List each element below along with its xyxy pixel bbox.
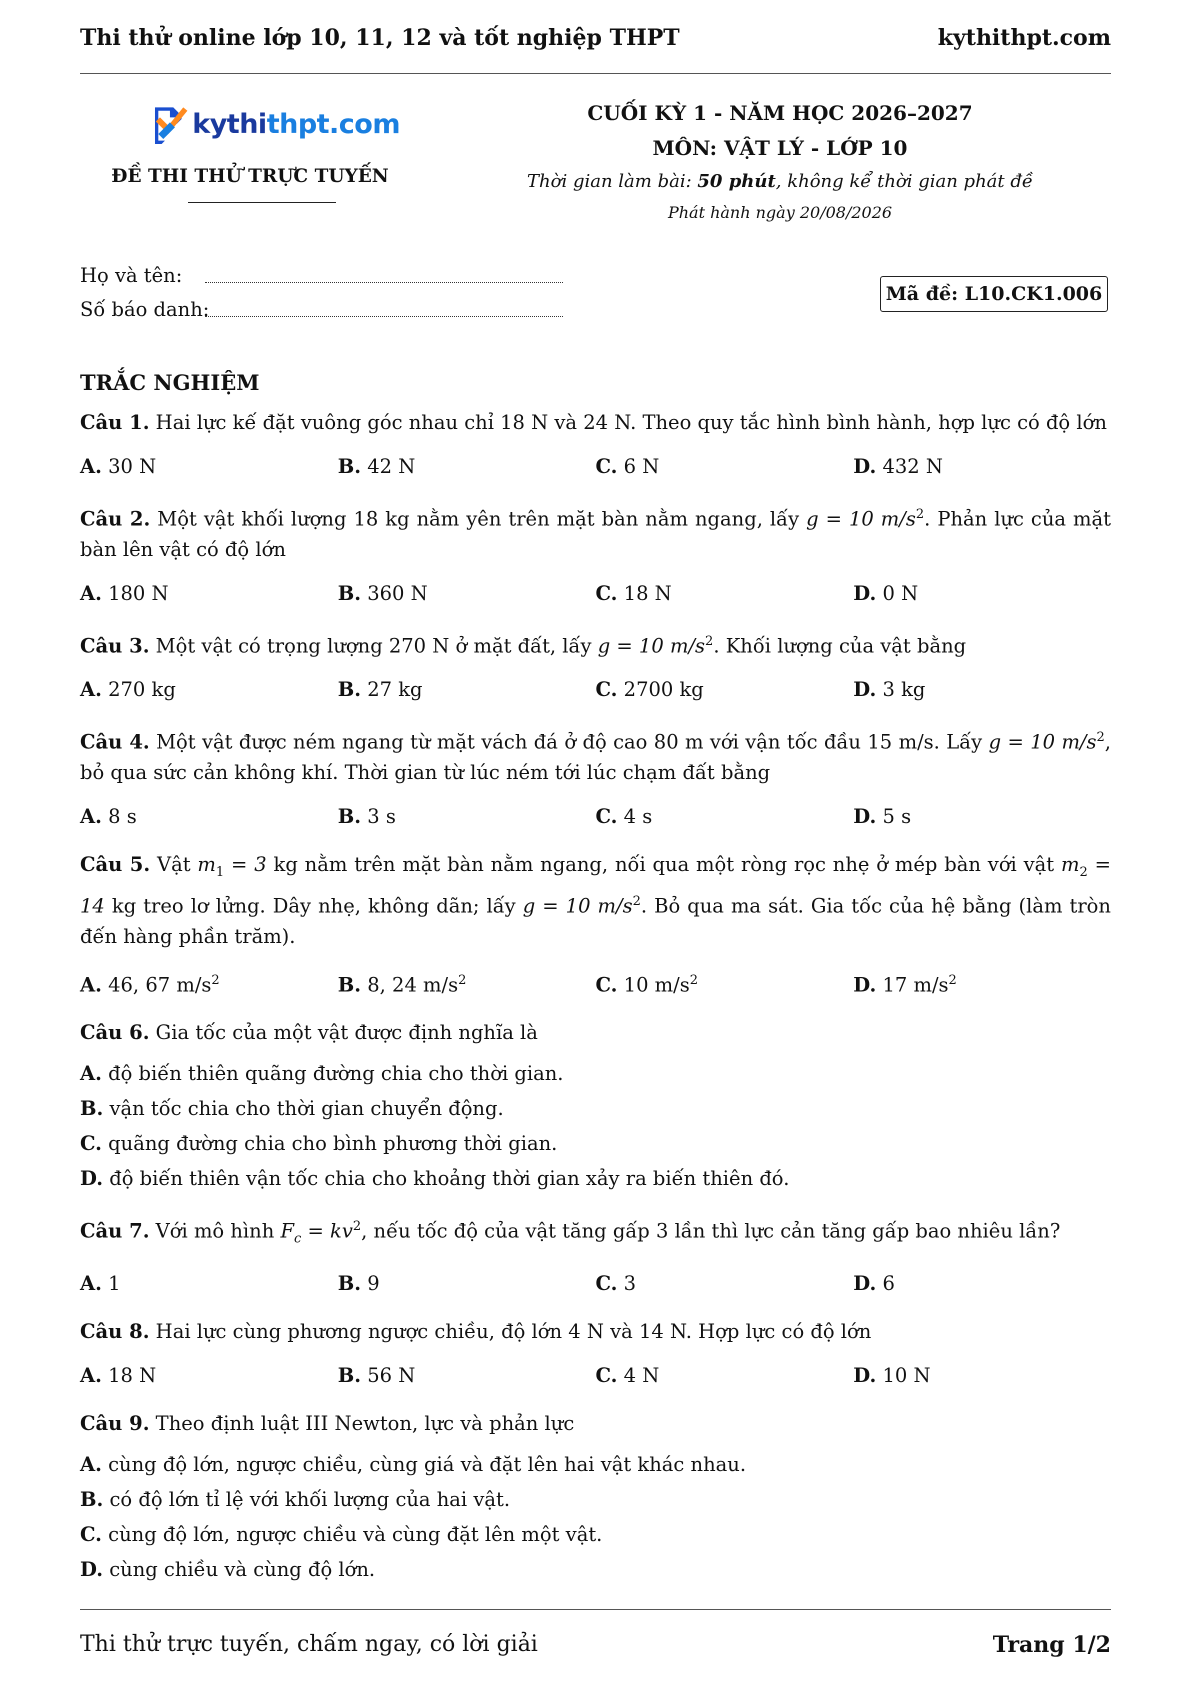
option-d[interactable]: D. 10 N — [853, 1363, 931, 1387]
option-c[interactable]: C. 10 $m/s^2$ — [595, 972, 699, 997]
name-dotted-line — [205, 264, 563, 283]
header-divider — [80, 73, 1111, 74]
option-a[interactable]: A. 270 kg — [80, 678, 176, 701]
option-d[interactable]: D. 5 s — [853, 804, 912, 828]
exam-code-box: Mã đề: L10.CK1.006 — [880, 276, 1108, 312]
option-a[interactable]: A. 30 N — [80, 455, 157, 478]
option-d[interactable]: D. 0 N — [853, 581, 919, 605]
header-site[interactable]: kythithpt.com — [937, 25, 1111, 51]
option-a[interactable]: A. 46, 67 $m/s^2$ — [80, 972, 220, 997]
option-d[interactable]: D. độ biến thiên vận tốc chia cho khoảng thời gian xảy ra biến thiên đó. — [80, 1167, 790, 1191]
option-c[interactable]: C. 18 N — [595, 581, 672, 605]
exam-issued: Phát hành ngày 20/08/2026 — [667, 203, 893, 222]
option-a[interactable]: A. cùng độ lớn, ngược chiều, cùng giá và đặt lên hai vật khác nhau. — [80, 1452, 747, 1476]
option-d[interactable]: D. 432 N — [853, 455, 943, 478]
option-a[interactable]: A. 18 N — [80, 1363, 157, 1387]
footer-tagline: Thi thử trực tuyến, chấm ngay, có lời giải — [80, 1632, 538, 1657]
option-b[interactable]: B. 8, 24 $m/s^2$ — [337, 972, 467, 997]
option-b[interactable]: B. vận tốc chia cho thời gian chuyển động. — [80, 1097, 504, 1121]
option-c[interactable]: C. quãng đường chia cho bình phương thời gian. — [80, 1132, 558, 1156]
name-label: Họ và tên: — [80, 264, 183, 287]
option-c[interactable]: C. 6 N — [595, 455, 660, 478]
question-8: Câu 8. Hai lực cùng phương ngược chiều, độ lớn 4 N và 14 N. Hợp lực có độ lớn A. 18 N B. 56 N C. 4 N D. 10 N — [80, 1317, 1111, 1391]
option-d[interactable]: D. 3 kg — [853, 678, 926, 701]
question-1: Câu 1. Hai lực kế đặt vuông góc nhau chỉ 18 N và 24 N. Theo quy tắc hình bình hành, hợp lực có độ lớn A. 30 N B. 42 N C. 6 N D. 432 N — [80, 408, 1111, 482]
logo-text-a: kythi — [192, 108, 267, 140]
option-b[interactable]: B. 56 N — [337, 1363, 416, 1387]
question-5: Câu 5. Vật $m_1 = 3$ kg nằm trên mặt bàn nằm ngang, nối qua một ròng rọc nhẹ ở mép bàn với vật $m_2 = 14$ kg treo lơ lửng. Dây nhẹ, không dãn; lấy g = 10 $m/s^2$. Bỏ qua ma sát. Gia tốc của hệ bằng (làm tròn đến hàng phần trăm). A. 46, 67 $m/s^2$ B. 8, 24 $m/s^2$ C. 10 $m/s^2$ D. 17 $m/s^2$ — [80, 850, 1111, 1001]
option-c[interactable]: C. 2700 kg — [595, 678, 704, 701]
question-7: Câu 7. Với mô hình $F_c = kv^2$, nếu tốc độ của vật tăng gấp 3 lần thì lực cản tăng gấp bao nhiêu lần? A. 1 B. 9 C. 3 D. 6 — [80, 1212, 1111, 1298]
option-d[interactable]: D. 6 — [853, 1271, 895, 1295]
section-title: TRẮC NGHIỆM — [80, 370, 260, 395]
option-b[interactable]: B. 3 s — [337, 804, 396, 828]
option-b[interactable]: B. 360 N — [337, 581, 428, 605]
exam-page — [80, 0, 1111, 1684]
logo — [150, 100, 400, 148]
question-4: Câu 4. Một vật được ném ngang từ mặt vách đá ở độ cao 80 m với vận tốc đầu 15 m/s. Lấy g = 10 $m/s^2$, bỏ qua sức cản không khí. Thời gian từ lúc ném tới lúc chạm đất bằng A. 8 s B. 3 s C. 4 s D. 5 s — [80, 723, 1111, 832]
page-header — [80, 18, 1111, 58]
exam-subtitle: ĐỀ THI THỬ TRỰC TUYẾN — [111, 166, 389, 187]
option-d[interactable]: D. cùng chiều và cùng độ lớn. — [80, 1557, 376, 1581]
option-b[interactable]: B. 42 N — [337, 455, 416, 478]
questions — [80, 402, 1111, 1587]
logo-icon — [150, 100, 188, 148]
option-c[interactable]: C. 3 — [595, 1271, 637, 1295]
question-6: Câu 6. Gia tốc của một vật được định nghĩa là A. độ biến thiên quãng đường chia cho thời gian. B. vận tốc chia cho thời gian chuyển động. C. quãng đường chia cho bình phương thời gian. D. độ biến thiên vận tốc chia cho khoảng thời gian xảy ra biến thiên đó. — [80, 1018, 1111, 1196]
option-c[interactable]: C. 4 s — [595, 804, 653, 828]
exam-term: CUỐI KỲ 1 - NĂM HỌC 2026–2027 — [587, 101, 973, 125]
question-2: Câu 2. Một vật khối lượng 18 kg nằm yên trên mặt bàn nằm ngang, lấy g = 10 $m/s^2$. Phản lực của mặt bàn lên vật có độ lớn A. 180 N B. 360 N C. 18 N D. 0 N — [80, 500, 1111, 609]
option-a[interactable]: A. 1 — [80, 1271, 121, 1295]
option-a[interactable]: A. 180 N — [80, 581, 169, 605]
exam-time: Thời gian làm bài: 50 phút, không kể thời gian phát đề — [527, 171, 1033, 192]
option-b[interactable]: B. 27 kg — [337, 678, 423, 701]
option-c[interactable]: C. cùng độ lớn, ngược chiều và cùng đặt lên một vật. — [80, 1522, 603, 1546]
footer-divider — [80, 1609, 1111, 1610]
page-number: Trang 1/2 — [992, 1632, 1111, 1658]
question-3: Câu 3. Một vật có trọng lượng 270 N ở mặt đất, lấy g = 10 $m/s^2$. Khối lượng của vật bằng A. 270 kg B. 27 kg C. 2700 kg D. 3 kg — [80, 627, 1111, 706]
option-c[interactable]: C. 4 N — [595, 1363, 660, 1387]
header-title: Thi thử online lớp 10, 11, 12 và tốt nghiệp THPT — [80, 25, 680, 51]
subtitle-underline — [188, 202, 336, 203]
option-a[interactable]: A. độ biến thiên quãng đường chia cho thời gian. — [80, 1062, 564, 1086]
id-field[interactable] — [80, 298, 209, 321]
page-footer — [80, 1632, 1111, 1658]
exam-subject: MÔN: VẬT LÝ - LỚP 10 — [652, 136, 908, 160]
id-label: Số báo danh: — [80, 298, 210, 321]
option-d[interactable]: D. 17 $m/s^2$ — [853, 972, 957, 997]
exam-info — [500, 96, 1060, 228]
id-dotted-line — [205, 298, 563, 317]
question-9: Câu 9. Theo định luật III Newton, lực và phản lực A. cùng độ lớn, ngược chiều, cùng giá và đặt lên hai vật khác nhau. B. có độ lớn tỉ lệ với khối lượng của hai vật. C. cùng độ lớn, ngược chiều và cùng đặt lên một vật. D. cùng chiều và cùng độ lớn. — [80, 1409, 1111, 1587]
option-b[interactable]: B. 9 — [337, 1271, 380, 1295]
name-field[interactable] — [80, 264, 182, 287]
option-a[interactable]: A. 8 s — [80, 804, 137, 828]
option-b[interactable]: B. có độ lớn tỉ lệ với khối lượng của hai vật. — [80, 1487, 511, 1511]
logo-text-b: thpt.com — [266, 108, 400, 140]
